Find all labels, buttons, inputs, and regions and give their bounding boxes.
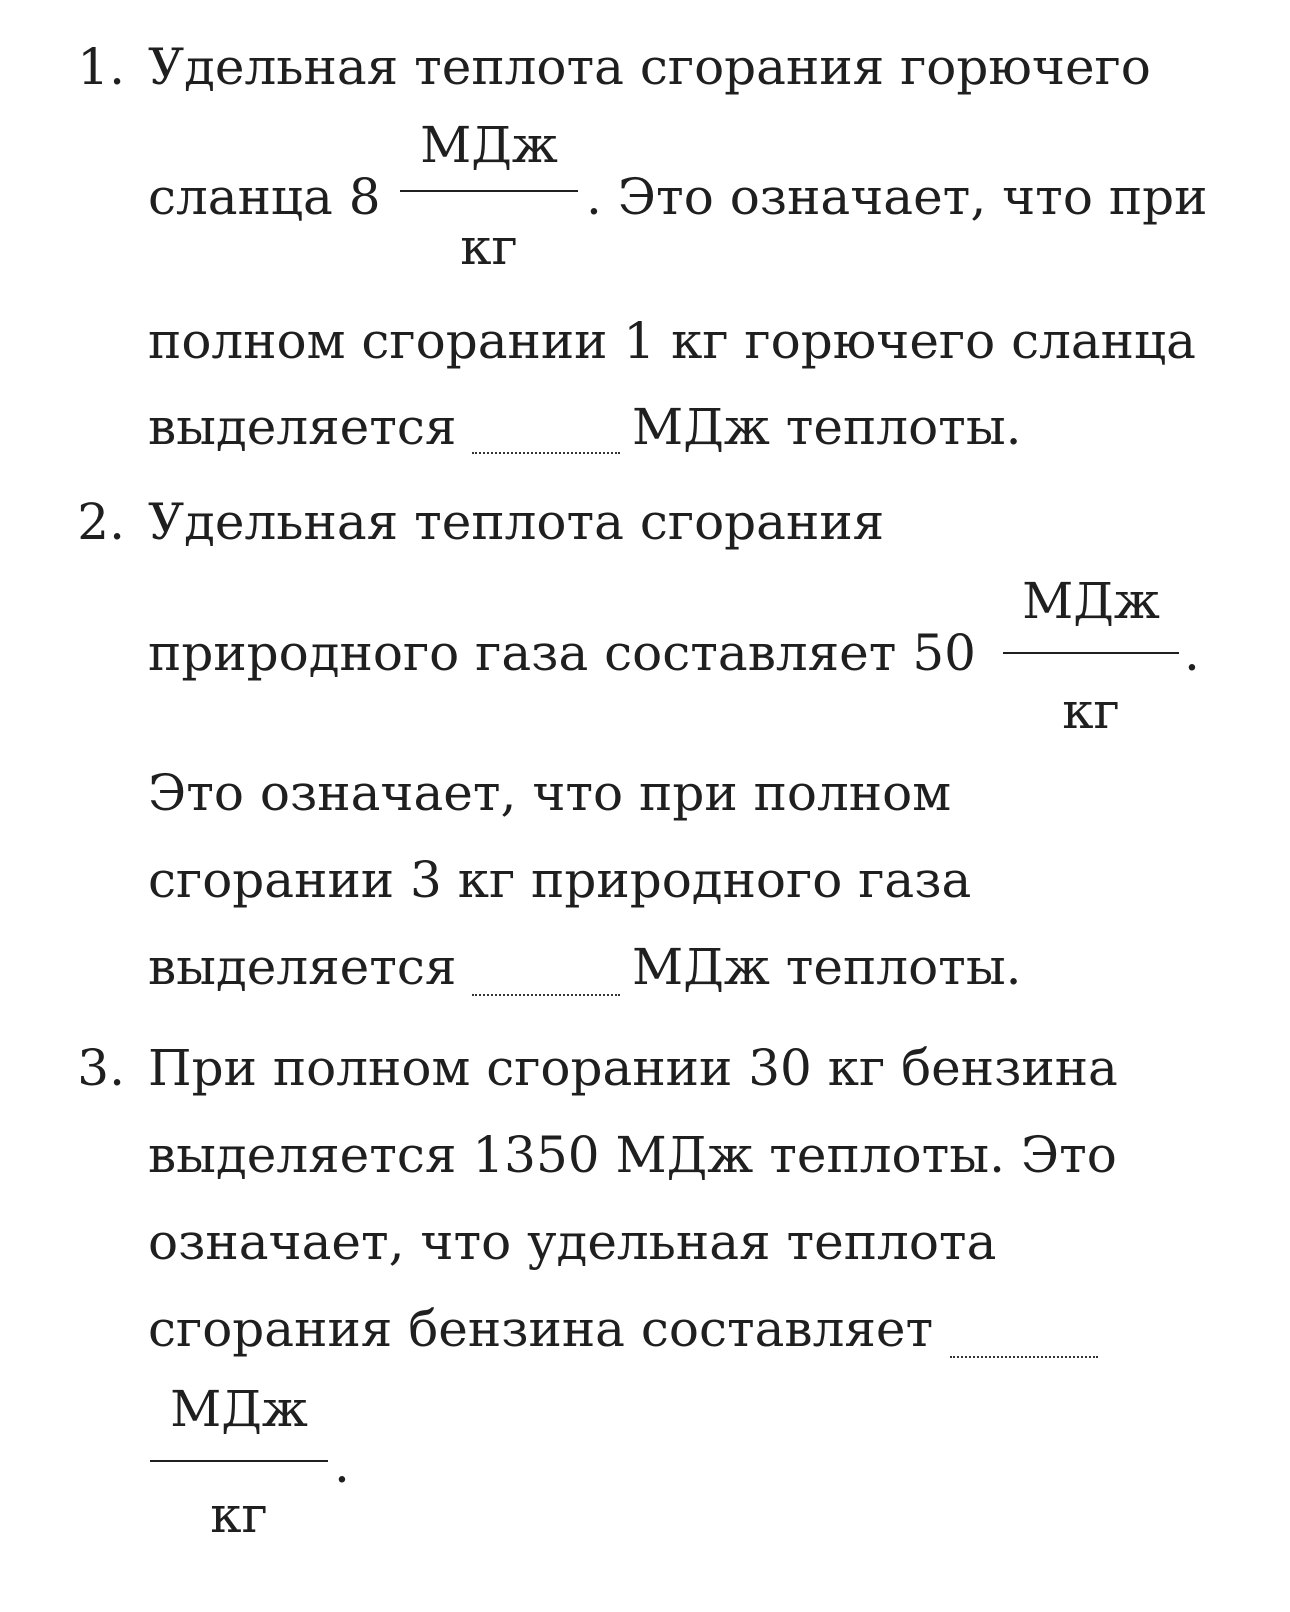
task-text-line: Это означает, что при полном [148,764,952,822]
task-text-line: Удельная теплота сгорания [148,493,885,551]
task-text-line: МДж теплоты. [632,938,1022,996]
task-text-line: полном сгорании 1 кг горючего сланца [148,312,1196,370]
task-text-line: выделяется 1350 МДж теплоты. Это [148,1126,1117,1184]
unit-denominator: кг [1062,682,1120,740]
task-text-line: сгорании 3 кг природного газа [148,851,972,909]
answer-blank[interactable] [472,452,620,454]
task-text-line: . [1184,624,1200,682]
unit-fraction [1003,568,1179,738]
task-text-line: сланца 8 [148,168,381,226]
task-number: 3. [77,1039,125,1097]
task-text-line: МДж теплоты. [632,398,1022,456]
task-number: 1. [77,38,125,96]
task-text-line: природного газа составляет 50 [148,624,976,682]
task-text-line: . [334,1436,350,1494]
task-text-line: выделяется [148,398,457,456]
fraction-bar [150,1460,328,1462]
task-text-line: сгорания бензина составляет [148,1300,934,1358]
task-text-line: Удельная теплота сгорания горючего [148,38,1151,96]
answer-blank[interactable] [472,994,620,996]
unit-numerator: МДж [170,1380,308,1438]
task-number: 2. [77,493,125,551]
task-text-line: При полном сгорании 30 кг бензина [148,1039,1118,1097]
task-text-line: . Это означает, что при [586,168,1208,226]
fraction-bar [1003,652,1179,654]
unit-denominator: кг [210,1486,268,1544]
unit-fraction [150,1380,328,1550]
unit-denominator: кг [460,218,518,276]
unit-numerator: МДж [1022,572,1160,630]
unit-fraction [400,110,578,280]
task-text-line: выделяется [148,938,457,996]
answer-blank[interactable] [950,1356,1098,1358]
task-text-line: означает, что удельная теплота [148,1213,997,1271]
unit-numerator: МДж [420,116,558,174]
fraction-bar [400,190,578,192]
